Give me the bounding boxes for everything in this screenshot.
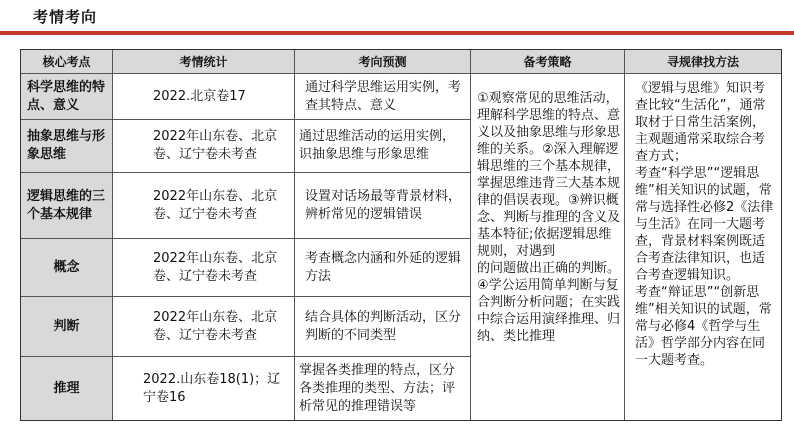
header-method: 寻规律找方法	[625, 50, 781, 74]
method-cell	[625, 74, 781, 420]
table-row-prediction: 结合具体的判断活动，区分判断的不同类型	[295, 297, 471, 357]
table-row-stats: 2022年山东卷、北京卷、辽宁卷未考查	[113, 239, 295, 297]
table-row-stats: 2022年山东卷、北京卷、辽宁卷未考查	[113, 297, 295, 357]
header-prediction: 考向预测	[295, 50, 471, 74]
method-text: 《逻辑与思维》知识考查比较“生活化”，通常取材于日常生活案例，主观题通常采取综合考查方式； 考查“科学思”“逻辑思维”相关知识的试题，常常与选择性必修2《法律与生活》在同一大题考查，背景材料案例既适合考查法律知识，也适合考查逻辑知识。 考查“辩证思”“创新思维”相关知识的试题，常常与必修4《哲学与生活》哲学部分内容在同一大题考查。	[635, 81, 774, 368]
exam-analysis-table	[20, 49, 782, 421]
table-row-core: 抽象思维与形象思维	[21, 120, 113, 173]
table-row-prediction: 考查概念内涵和外延的逻辑方法	[295, 239, 471, 297]
table-row-stats: 2022.北京卷17	[113, 74, 295, 120]
table-row-prediction: 设置对话场最等背景材料，辨析常见的逻辑错误	[295, 173, 471, 239]
header-core: 核心考点	[21, 50, 113, 74]
header-divider	[0, 31, 794, 35]
table-row-stats: 2022年山东卷、北京卷、辽宁卷未考查	[113, 173, 295, 239]
strategy-cell	[471, 74, 625, 420]
table-row-prediction: 通过思维活动的运用实例，识抽象思维与形象思维	[295, 120, 471, 173]
table-row-prediction: 通过科学思维运用实例，考查其特点、意义	[295, 74, 471, 120]
table-row-core: 科学思维的特点、意义	[21, 74, 113, 120]
table-row-stats: 2022.山东卷18(1)；辽宁卷16	[113, 357, 295, 420]
header-strategy: 备考策略	[471, 50, 625, 74]
table-row-core: 推理	[21, 357, 113, 420]
table-row-core: 逻辑思维的三个基本规律	[21, 173, 113, 239]
table-row-stats: 2022年山东卷、北京卷、辽宁卷未考查	[113, 120, 295, 173]
table-row-core: 判断	[21, 297, 113, 357]
page-title: 考情考向	[33, 8, 98, 26]
table-row-prediction: 掌握各类推理的特点，区分各类推理的类型、方法；评析常见的推理错误等	[295, 357, 471, 420]
header-stats: 考情统计	[113, 50, 295, 74]
table-row-core: 概念	[21, 239, 113, 297]
strategy-text: ①观察常见的思维活动，理解科学思维的特点、意义以及抽象思维与形象思维的关系。②深入理解逻辑思维的三个基本规律，掌握思维违背三大基本规律的倡误表现。③辨识概念、判断与推理的含义及基本特征;依据逻辑思维规则，对遇到 的问题做出正确的判断。④学公运用简单判断与复合判断分析问题；在实践中综合运用演绎推理、归纳、类比推理	[477, 91, 621, 344]
